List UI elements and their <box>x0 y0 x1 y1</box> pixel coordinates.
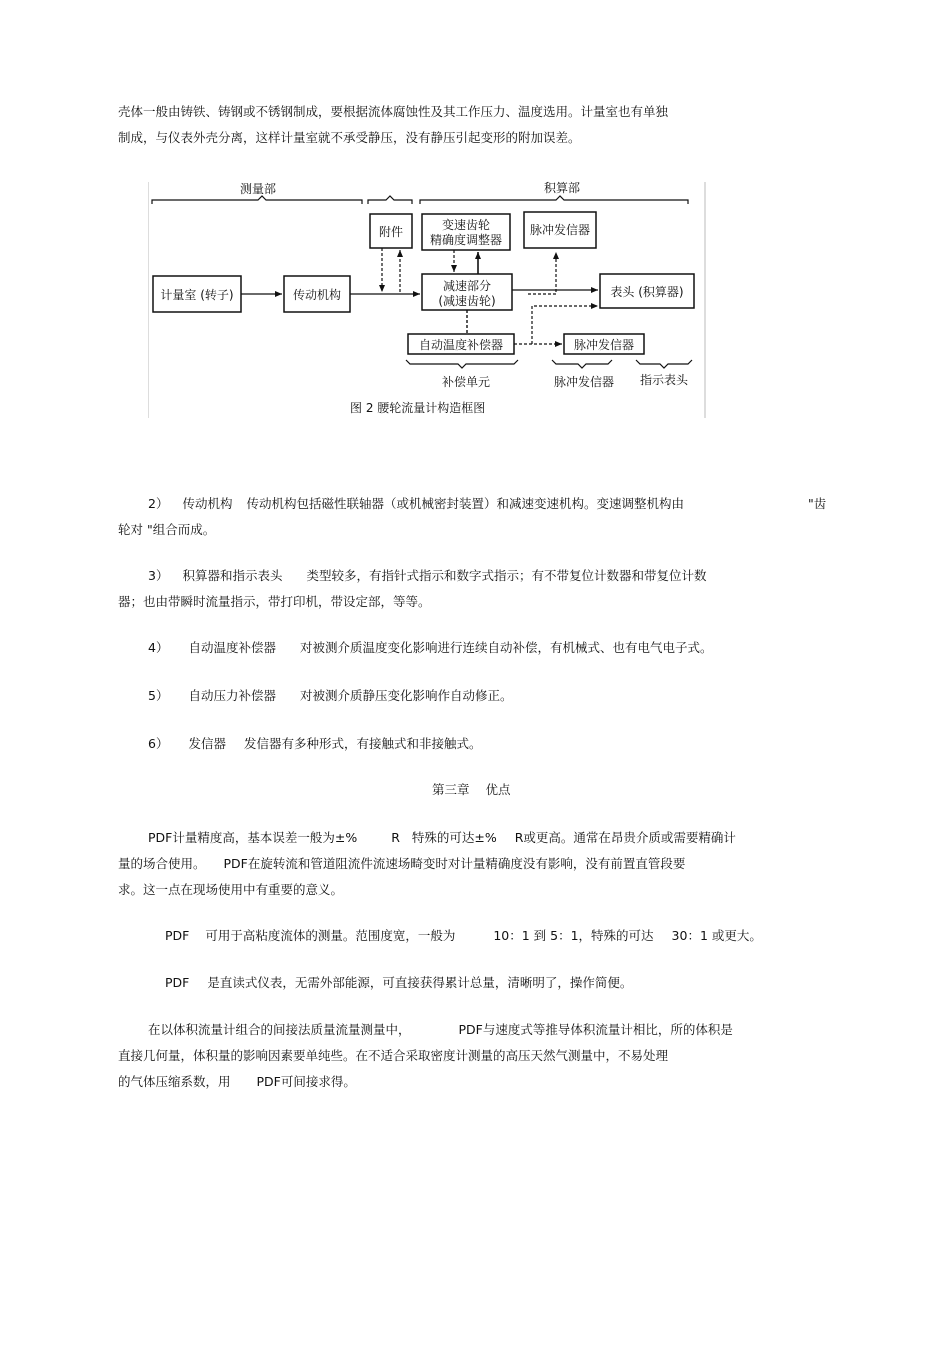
brace-compensation <box>406 360 518 368</box>
item-5-text: 对被测介质静压变化影响作自动修正。 <box>299 688 513 703</box>
group-label-calc: 积算部 <box>544 181 581 195</box>
p4-line-1 <box>148 1022 733 1038</box>
intro-line-1: 壳体一般由铸铁、铸钢或不锈钢制成，要根据流体腐蚀性及其工作压力、温度选用。计量室也有单独 <box>118 104 669 119</box>
box-reducer-label-1: 减速部分 <box>442 279 492 293</box>
box-temp-label: 自动温度补偿器 <box>418 338 504 352</box>
p2-d: 30：1 或更大。 <box>671 928 762 943</box>
box-gear-label-2: 精确度调整器 <box>429 233 503 247</box>
box-register-label: 表头 (积算器) <box>610 285 684 299</box>
chapter-title: 第三章 <box>432 782 470 797</box>
item-3-num: 3） <box>148 568 169 583</box>
item-4-text: 对被测介质温度变化影响进行连续自动补偿，有机械式、也有电气电子式。 <box>299 640 713 655</box>
box-accessory-label: 附件 <box>378 225 404 239</box>
brace-pulse <box>552 360 612 368</box>
item-6-num: 6） <box>148 736 169 751</box>
p4-line-3 <box>118 1074 356 1090</box>
p4-line3b: PDF可间接求得。 <box>256 1074 356 1089</box>
item-5-num: 5） <box>148 688 169 703</box>
p4-line3a: 的气体压缩系数，用 <box>118 1074 231 1089</box>
label-indicator: 指示表头 <box>639 373 689 387</box>
item-4 <box>148 640 712 656</box>
arrow-register-pulse-top <box>528 252 556 294</box>
flowmeter-block-diagram <box>148 180 706 420</box>
box-pulse-bottom-label: 脉冲发信器 <box>573 338 635 352</box>
item-5 <box>148 688 512 704</box>
p1-c: 特殊的可达±% <box>411 830 497 845</box>
p2-c: 10：1 到 5：1，特殊的可达 <box>493 928 654 943</box>
p4-line-2: 直接几何量，体积量的影响因素要单纯些。在不适合采取密度计测量的高压天然气测量中，不易处理 <box>118 1048 669 1063</box>
item-2-num: 2） <box>148 496 169 511</box>
p1-b: R <box>391 830 400 845</box>
item-2-quote: "齿 <box>808 496 827 511</box>
item-2-line-2: 轮对 "组合而成。 <box>118 522 216 537</box>
p2-b: 可用于高粘度流体的测量。范围度宽，一般为 <box>205 928 456 943</box>
item-2-line-1 <box>148 496 684 512</box>
p1-d: R或更高。通常在昂贵介质或需要精确计 <box>514 830 736 845</box>
p3-b: 是直读式仪表，无需外部能源，可直接获得累计总量，清晰明了，操作简便。 <box>207 975 633 990</box>
box-reducer-label-2: (减速齿轮) <box>438 294 496 308</box>
p1-a: PDF计量精度高，基本误差一般为±% <box>148 830 358 845</box>
chapter-subtitle: 优点 <box>485 782 511 797</box>
item-2-title: 传动机构 <box>182 496 233 511</box>
item-4-title: 自动温度补偿器 <box>188 640 276 655</box>
p2-line <box>165 928 762 944</box>
calc-bracket <box>420 196 688 204</box>
p3-a: PDF <box>165 975 190 990</box>
item-6-title: 发信器 <box>188 736 226 751</box>
p1-line2b: PDF在旋转流和管道阻流件流速场畸变时对计量精确度没有影响，没有前置直管段要 <box>223 856 686 871</box>
item-3-text: 类型较多，有指针式指示和数字式指示；有不带复位计数器和带复位计数 <box>306 568 707 583</box>
p4-a: 在以体积流量计组合的间接法质量流量测量中， <box>148 1022 411 1037</box>
box-gear-label-1: 变速齿轮 <box>441 218 491 232</box>
box-transmission-label: 传动机构 <box>292 288 342 302</box>
p1-line-2 <box>118 856 685 872</box>
brace-indicator <box>636 360 692 368</box>
item-3-line-1 <box>148 568 706 584</box>
item-3-title: 积算器和指示表头 <box>182 568 283 583</box>
p4-b: PDF与速度式等推导体积流量计相比，所的体积是 <box>458 1022 733 1037</box>
group-label-measure: 测量部 <box>240 182 277 196</box>
p2-a: PDF <box>165 928 190 943</box>
item-5-title: 自动压力补偿器 <box>188 688 276 703</box>
item-6-text: 发信器有多种形式，有接触式和非接触式。 <box>243 736 482 751</box>
box-chamber-label: 计量室 (转子) <box>160 288 234 302</box>
p1-line-1 <box>148 830 736 846</box>
box-pulse-top-label: 脉冲发信器 <box>529 223 591 237</box>
label-compensation: 补偿单元 <box>441 375 491 389</box>
item-2-text: 传动机构包括磁性联轴器（或机械密封装置）和减速变速机构。变速调整机构由 <box>246 496 684 511</box>
accessory-bracket <box>368 196 412 204</box>
item-3-line-2: 器；也由带瞬时流量指示，带打印机，带设定部，等等。 <box>118 594 431 609</box>
chapter-heading <box>432 782 511 798</box>
p3-line <box>165 975 632 991</box>
item-6 <box>148 736 481 752</box>
intro-line-2: 制成，与仪表外壳分离，这样计量室就不承受静压，没有静压引起变形的附加误差。 <box>118 130 581 145</box>
p1-line-3: 求。这一点在现场使用中有重要的意义。 <box>118 882 344 897</box>
p1-line2a: 量的场合使用。 <box>118 856 206 871</box>
item-4-num: 4） <box>148 640 169 655</box>
label-pulse: 脉冲发信器 <box>553 375 615 389</box>
measure-bracket <box>152 196 362 204</box>
diagram-caption: 图 2 腰轮流量计构造框图 <box>350 401 486 415</box>
